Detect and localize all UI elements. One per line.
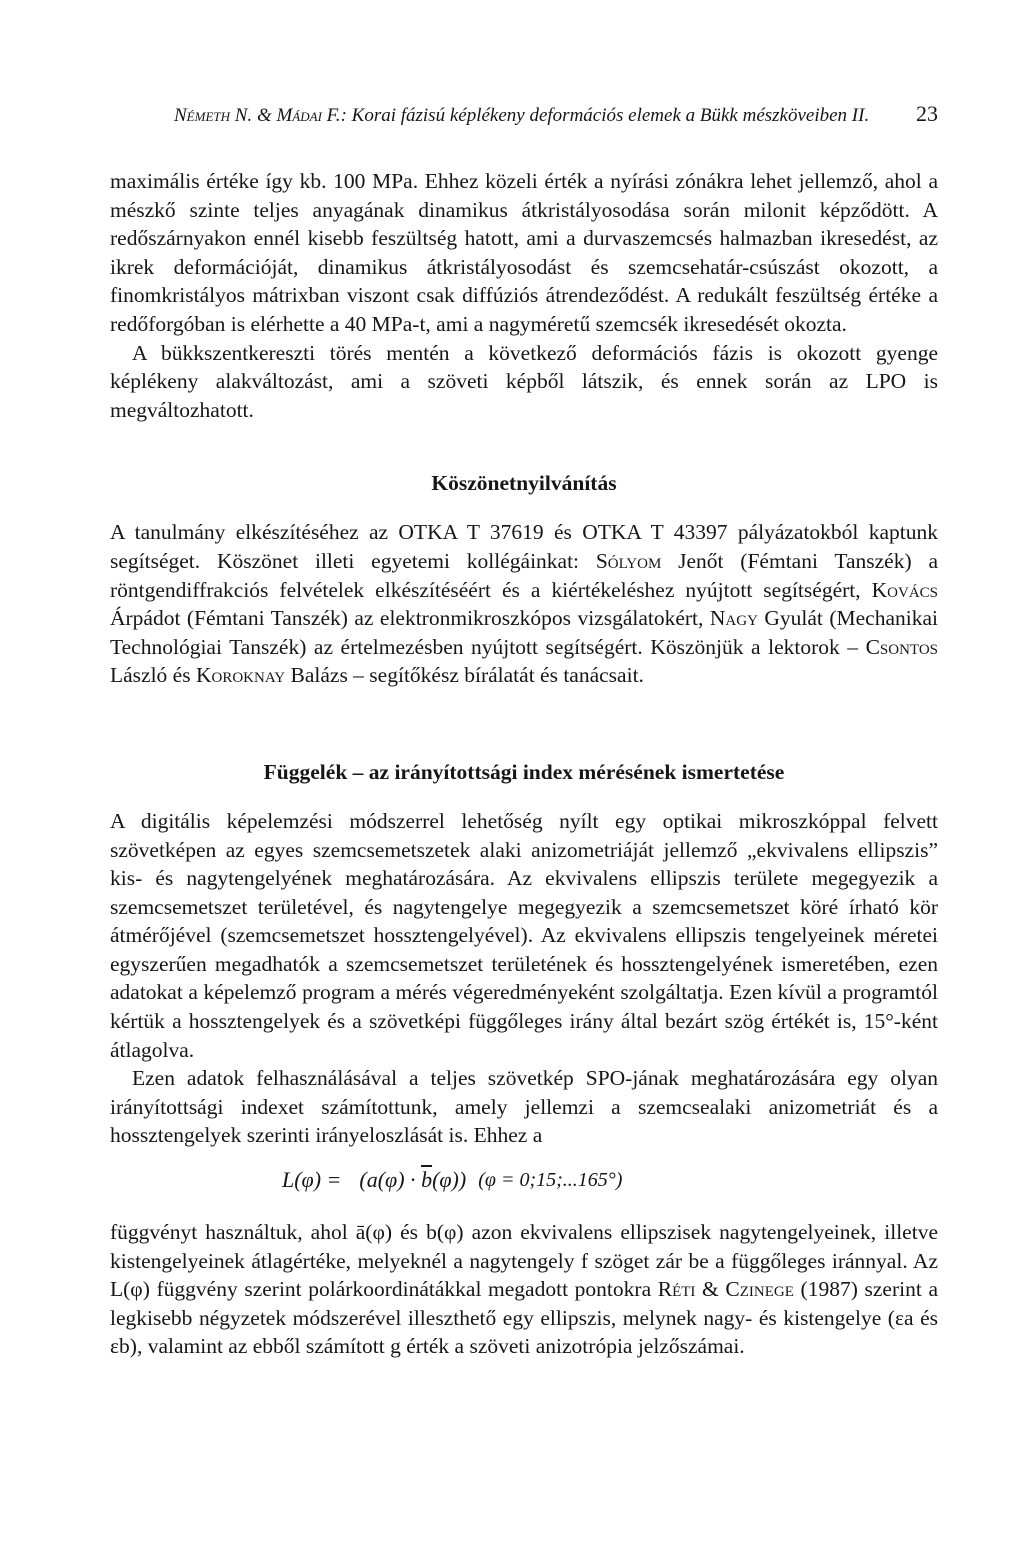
page bbox=[110, 0, 938, 1552]
page-number: 23 bbox=[916, 101, 938, 126]
formula-rhs bbox=[359, 1166, 466, 1195]
header-author-1: Németh N. bbox=[174, 105, 253, 126]
ack-name-koroknay: Koroknay bbox=[195, 663, 286, 688]
formula-rhs-c: (φ)) bbox=[432, 1166, 467, 1192]
running-header bbox=[174, 100, 938, 132]
acknowledgement-paragraph bbox=[110, 518, 938, 690]
ack-name-solyom: Sólyom bbox=[595, 548, 662, 573]
paragraph-2: A bükkszentkereszti törés mentén a következő deformációs fázis is okozott gyenge képlékeny alakváltozást, ami a szöveti képből látszik, és ennek során az LPO is megváltozhatott. bbox=[110, 340, 938, 422]
appendix-paragraph-1: A digitális képelemzési módszerrel lehetőség nyílt egy optikai mikroszkóppal felvett szövetképen az egyes szemcsemetszetek alaki anizometriáját jellemző „ekvivalens ellipszis” kis- és nagytengelyének meghatározására. Az ekvivalens ellipszis területe megegyezik a szemcsemetszet területével, és nagytengelye megegyezik a szemcsemetszet köré írható kör átmérőjével (szemcsemetszet hossztengelyével). Az ekvivalens ellipszis tengelyeinek méretei egyszerűen megadhatók a szemcsemetszet területének és hossztengelyének ismeretében, ezen adatokat a képelemző program a mérés végeredményeként szolgáltatja. Ezen kívül a programtól kértük a hossztengelyek és a szövetképi függőleges irány által bezárt szög értékét is, 15°-ként átlagolva. bbox=[110, 808, 938, 1062]
appendix-paragraph-3 bbox=[110, 1218, 938, 1361]
app-p3-text-c: (1987) szerint a legkisebb négyzetek módszerével illeszthető egy ellipszis, melynek nagy- és kistengelye (εa és εb), valamint az ebből számított g érték a szöveti anizotrópia jelzőszámai. bbox=[110, 1277, 938, 1359]
acknowledgement-heading: Köszönetnyilvánítás bbox=[431, 471, 617, 496]
ack-text-4: Gyulát (Mechanikai Technológiai Tanszék) az értelmezésben nyújtott segítségért. Köszönjük a lektorok – bbox=[110, 606, 938, 659]
header-ampersand: & bbox=[256, 105, 272, 126]
paragraph-1: maximális értéke így kb. 100 MPa. Ehhez közeli érték a nyírási zónákra lehet jellemző, ahol a mészkő szinte teljes anyagának dinamikus átkristályosodása során milonit képződött. A redőszárnyakon ennél kisebb feszültség hatott, ami a durvaszemcsés halmazban ikresedést, az ikrek deformációját, dinamikus átkristályosodást és szemcsehatár-csúszást okozott, a finomkristályos mátrixban viszont csak diffúziós átrendeződést. A redukált feszültség értéke a redőforgóban is elérhette a 40 MPa-t, ami a nagyméretű szemcsék ikresedését okozta. bbox=[110, 169, 938, 336]
ack-text-6: Balázs – segítőkész bírálatát és tanácsait. bbox=[285, 663, 644, 688]
formula-range: (φ = 0;15;...165°) bbox=[478, 1168, 623, 1191]
formula bbox=[110, 1156, 938, 1204]
app-p3-text-b: & bbox=[695, 1277, 726, 1302]
app-p3-name-reti: Réti bbox=[657, 1277, 696, 1302]
ack-text-5: László és bbox=[110, 663, 196, 688]
ack-name-nagy: Nagy bbox=[709, 606, 758, 631]
app-p3-text-a: függvényt használtuk, ahol ā(φ) és b(φ) azon ekvivalens ellipszisek nagytengelyeinek, illetve kistengelyeinek átlagértéke, melyeknél a nagytengely f szöget zár be a függőleges iránnyal. Az L(φ) függvény szerint polárkoordinátákkal megadott pontokra bbox=[110, 1220, 938, 1302]
formula-rhs-a: (a(φ) · bbox=[359, 1166, 422, 1192]
appendix-paragraph-2: Ezen adatok felhasználásával a teljes szövetkép SPO-jának meghatározására egy olyan irányítottsági indexet számítottunk, amely jellemzi a szemcsealaki anizometriát és a hossztengelyek szerinti irányeloszlását is. Ehhez a bbox=[110, 1066, 938, 1148]
formula-lhs: L(φ) = bbox=[282, 1166, 342, 1192]
app-p3-name-czinege: Czinege bbox=[725, 1277, 794, 1302]
ack-name-kovacs: Kovács bbox=[871, 577, 938, 602]
body-text bbox=[110, 167, 938, 1361]
formula-rhs-b: $\overline{b}$ bbox=[421, 1166, 433, 1192]
appendix-heading: Függelék – az irányítottsági index mérésének ismertetése bbox=[263, 759, 785, 784]
ack-text-1: A tanulmány elkészítéséhez az OTKA T 37619 és OTKA T 43397 pályázatokból kaptunk segítséget. Köszönet illeti egyetemi kollégáinkat: bbox=[110, 520, 938, 573]
ack-name-csontos: Csontos bbox=[865, 634, 938, 659]
header-title: : Korai fázisú képlékeny deformációs elemek a Bükk mészköveiben II. bbox=[340, 105, 870, 126]
ack-text-2: Jenőt (Fémtani Tanszék) a röntgendiffrakciós felvételek elkészítéséért és a kiértékeléshez nyújtott segítségért, bbox=[110, 548, 938, 602]
header-author-2: Mádai F. bbox=[276, 105, 341, 126]
ack-text-3: Árpádot (Fémtani Tanszék) az elektronmikroszkópos vizsgálatokért, bbox=[110, 606, 710, 631]
